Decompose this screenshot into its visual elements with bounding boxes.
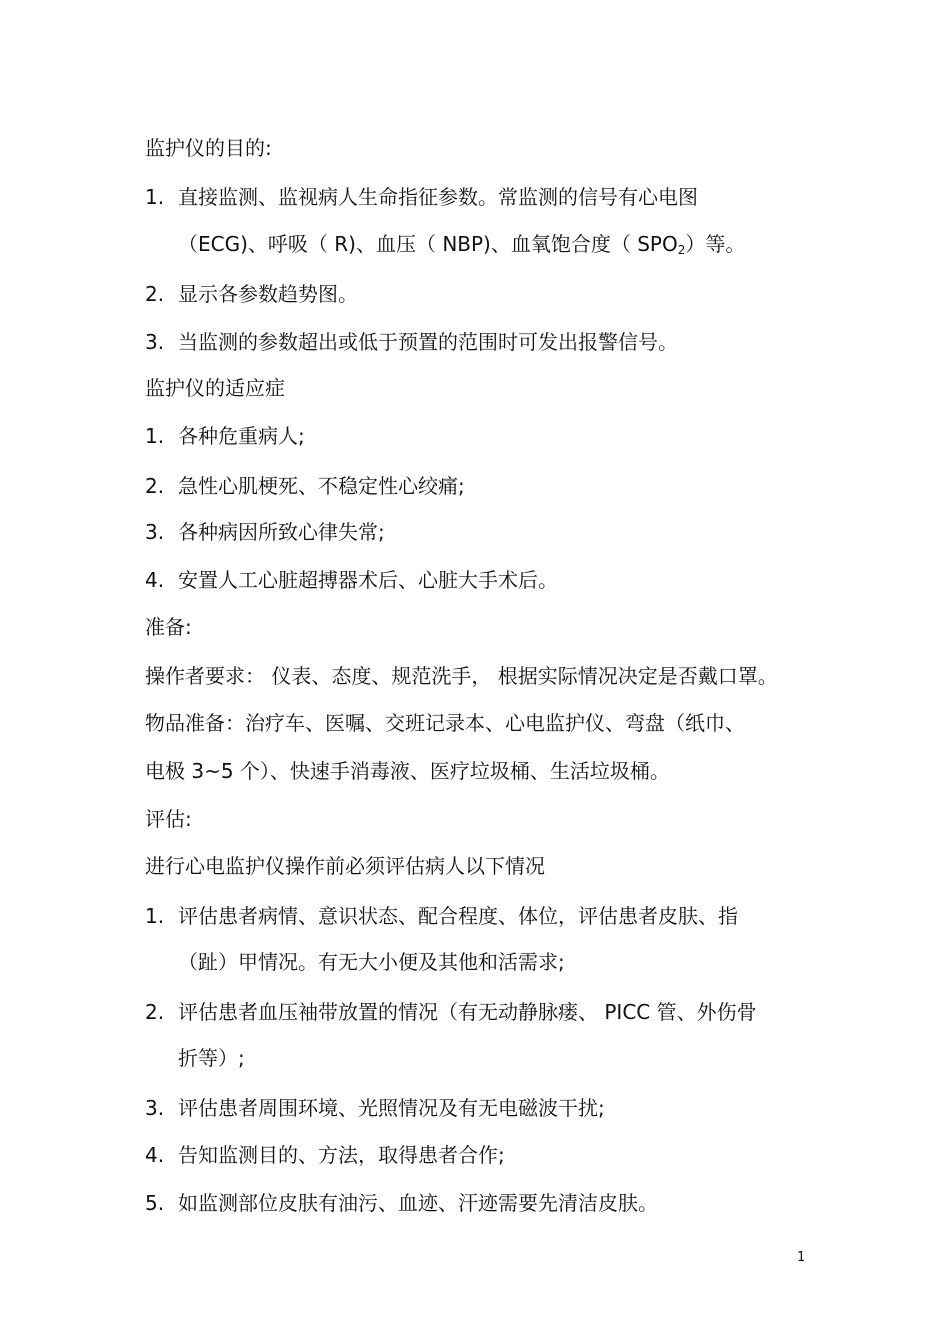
subscript-text: 2 bbox=[677, 243, 686, 257]
list-number: 3. bbox=[145, 520, 165, 544]
list-number: 5. bbox=[145, 1191, 165, 1215]
ecg-params-text: （ECG)、呼吸（ R)、血压（ NBP)、血氧饱合度（ SPO bbox=[178, 232, 678, 256]
list-item-text: 直接监测、监视病人生命指征参数。常监测的信号有心电图 bbox=[178, 185, 698, 209]
list-number: 3. bbox=[145, 1096, 165, 1120]
list-item-text: 各种病因所致心律失常; bbox=[178, 520, 385, 544]
list-item-text: 告知监测目的、方法，取得患者合作; bbox=[178, 1143, 505, 1167]
operator-requirements: 操作者要求： 仪表、态度、规范洗手， 根据实际情况决定是否戴口罩。 bbox=[145, 664, 778, 688]
list-number: 1. bbox=[145, 424, 165, 448]
list-item-text: 安置人工心脏超搏器术后、心脏大手术后。 bbox=[178, 568, 558, 592]
params-suffix-text: ）等。 bbox=[685, 232, 746, 256]
list-item-continuation: 折等）; bbox=[178, 1046, 245, 1070]
list-item-continuation: （趾）甲情况。有无大小便及其他和活需求; bbox=[178, 950, 565, 974]
list-item-text: 当监测的参数超出或低于预置的范围时可发出报警信号。 bbox=[178, 330, 678, 354]
list-item-text: 各种危重病人; bbox=[178, 424, 305, 448]
list-item-text: 显示各参数趋势图。 bbox=[178, 282, 358, 306]
supplies-line-1: 物品准备：治疗车、医嘱、交班记录本、心电监护仪、弯盘（纸巾、 bbox=[145, 711, 745, 735]
supplies-line-2: 电极 3~5 个）、快速手消毒液、医疗垃圾桶、生活垃圾桶。 bbox=[145, 759, 670, 783]
section-heading-preparation: 准备: bbox=[145, 615, 192, 639]
list-item-text: 如监测部位皮肤有油污、血迹、汗迹需要先清洁皮肤。 bbox=[178, 1191, 658, 1215]
list-item-continuation bbox=[178, 230, 745, 264]
list-number: 2. bbox=[145, 282, 165, 306]
list-number: 2. bbox=[145, 1000, 165, 1024]
section-heading-assessment: 评估: bbox=[145, 807, 192, 831]
list-number: 2. bbox=[145, 474, 165, 498]
list-item-text: 评估患者血压袖带放置的情况（有无动静脉瘘、 PICC 管、外伤骨 bbox=[178, 1000, 757, 1024]
page-number: 1 bbox=[797, 1250, 806, 1265]
section-heading-indications: 监护仪的适应症 bbox=[145, 376, 285, 400]
list-item-text: 评估患者病情、意识状态、配合程度、体位，评估患者皮肤、指 bbox=[178, 904, 738, 928]
section-heading-purpose: 监护仪的目的: bbox=[145, 136, 272, 160]
list-number: 3. bbox=[145, 330, 165, 354]
list-number: 1. bbox=[145, 185, 165, 209]
list-number: 1. bbox=[145, 904, 165, 928]
list-item-text: 急性心肌梗死、不稳定性心绞痛; bbox=[178, 474, 465, 498]
assessment-intro: 进行心电监护仪操作前必须评估病人以下情况 bbox=[145, 854, 545, 878]
list-number: 4. bbox=[145, 568, 165, 592]
list-number: 4. bbox=[145, 1143, 165, 1167]
list-item-text: 评估患者周围环境、光照情况及有无电磁波干扰; bbox=[178, 1096, 605, 1120]
